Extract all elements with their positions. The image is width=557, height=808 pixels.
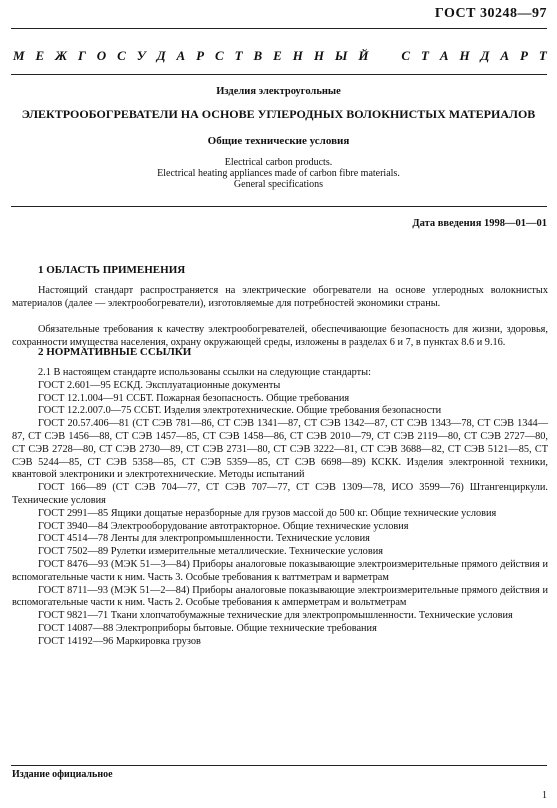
banner-letter: А	[500, 48, 510, 63]
title-rule	[11, 206, 547, 207]
document-code: ГОСТ 30248—97	[434, 6, 547, 21]
reference-item: ГОСТ 20.57.406—81 (СТ СЭВ 781—86, СТ СЭВ 1341—87, СТ СЭВ 1342—87, СТ СЭВ 1343—78, СТ СЭВ 1344—87, СТ СЭВ 1456—88, СТ СЭВ 1457—85, СТ СЭВ 1458—86, СТ СЭВ 2010—79, СТ СЭВ 2119—80, СТ СЭВ 2727—80, СТ СЭВ 2728—80, СТ СЭВ 2730—89, СТ СЭВ 2731—80, СТ СЭВ 3222—81, СТ СЭВ 3688—82, СТ СЭВ 5121—85, СТ СЭВ 5244—85, СТ СЭВ 5358—85, СТ СЭВ 5359—85, СТ СЭВ 6698—89) КСКК. Изделия электронной техники, квантовой электроники и электротехнические. Методы испытаний	[12, 418, 548, 481]
banner-letter: Н	[459, 48, 470, 63]
banner-letter: С	[117, 48, 126, 63]
banner-letter: У	[136, 48, 146, 63]
reference-item: 2.1 В настоящем стандарте использованы ссылки на следующие стандарты:	[38, 367, 371, 378]
english-title-line-3: General specifications	[233, 179, 324, 190]
section-2-heading: 2 НОРМАТИВНЫЕ ССЫЛКИ	[38, 346, 192, 358]
banner-letter: А	[439, 48, 449, 63]
page-number: 1	[542, 790, 547, 801]
banner-letter: Д	[480, 48, 490, 63]
reference-item: ГОСТ 14192—96 Маркировка грузов	[38, 635, 201, 647]
banner-letter: Т	[234, 48, 243, 63]
banner-letter: Ж	[55, 48, 68, 63]
banner-letter: Ы	[334, 48, 348, 63]
reference-item: ГОСТ 4514—78 Ленты для электропромышленности. Технические условия	[38, 533, 370, 545]
banner-letter: Н	[292, 48, 303, 63]
standard-banner	[13, 48, 547, 64]
product-kind: Изделия электроугольные	[216, 86, 341, 97]
banner-letter: В	[253, 48, 263, 63]
reference-item: ГОСТ 9821—71 Ткани хлопчатобумажные технические для электропромышленности. Технические условия	[38, 610, 513, 622]
banner-letter: Т	[538, 48, 547, 63]
effective-date: Дата введения 1998—01—01	[412, 218, 547, 229]
banner-letter: Е	[35, 48, 45, 63]
banner-letter: Р	[196, 48, 205, 63]
reference-item: ГОСТ 2991—85 Ящики дощатые неразборные для грузов массой до 500 кг. Общие технические условия	[38, 507, 497, 519]
reference-item: ГОСТ 3940—84 Электрооборудование автотракторное. Общие технические условия	[38, 520, 409, 532]
banner-letter: Д	[156, 48, 166, 63]
reference-item: ГОСТ 12.2.007.0—75 ССБТ. Изделия электротехнические. Общие требования безопасности	[38, 405, 442, 417]
reference-item: ГОСТ 7502—89 Рулетки измерительные металлические. Технические условия	[38, 546, 383, 558]
section-1-paragraph-2: Обязательные требования к качеству электрообогревателей, обеспечивающие безопасность для жизни, здоровья, сохранности имущества населения, охрану окружающей среды, изложены в разделах 6 и 7, в пунктах 8.6 и 9.16.	[12, 324, 548, 349]
banner-letter: Т	[420, 48, 429, 63]
banner-letter: Г	[77, 48, 86, 63]
reference-item: ГОСТ 166—89 (СТ СЭВ 704—77, СТ СЭВ 707—77, СТ СЭВ 1309—78, ИСО 3599—76) Штангенциркули. Технические условия	[12, 482, 548, 506]
english-title-line-1: Electrical carbon products.	[224, 157, 333, 168]
banner-letter: С	[401, 48, 411, 63]
reference-item: ГОСТ 12.1.004—91 ССБТ. Пожарная безопасность. Общие требования	[38, 392, 350, 404]
banner-letter: М	[13, 48, 25, 63]
reference-item: ГОСТ 8476—93 (МЭК 51—3—84) Приборы аналоговые показывающие электроизмерительные прямого действия и вспомогательные части к ним. Часть 3. Особые требования к ваттметрам и варметрам	[12, 558, 548, 583]
banner-letter: О	[96, 48, 107, 63]
banner-rule	[11, 74, 547, 75]
document-subtitle: Общие технические условия	[207, 135, 350, 147]
banner-letter: С	[215, 48, 224, 63]
banner-letter: Й	[358, 48, 369, 63]
banner-letter: Н	[313, 48, 324, 63]
references-list	[12, 367, 548, 649]
official-edition-label: Издание официальное	[12, 769, 113, 780]
section-1-heading: 1 ОБЛАСТЬ ПРИМЕНЕНИЯ	[38, 264, 186, 276]
banner-letter: Р	[519, 48, 528, 63]
top-rule	[11, 28, 547, 29]
section-1-paragraph-1: Настоящий стандарт распространяется на электрические обогреватели на основе углеродных волокнистых материалов (далее — электрообогреватели), изготовляемые для потребностей экономики страны.	[12, 285, 548, 310]
banner-letter: А	[176, 48, 186, 63]
banner-letter: Е	[273, 48, 282, 63]
reference-item: ГОСТ 14087—88 Электроприборы бытовые. Общие технические требования	[38, 622, 377, 634]
document-title: ЭЛЕКТРООБОГРЕВАТЕЛИ НА ОСНОВЕ УГЛЕРОДНЫХ ВОЛОКНИСТЫХ МАТЕРИАЛОВ	[21, 107, 536, 121]
english-title-line-2: Electrical heating appliances made of carbon fibre materials.	[157, 168, 400, 179]
reference-item: ГОСТ 2.601—95 ЕСКД. Эксплуатационные документы	[38, 379, 281, 391]
footer-rule	[11, 765, 547, 766]
reference-item: ГОСТ 8711—93 (МЭК 51—2—84) Приборы аналоговые показывающие электроизмерительные прямого действия и вспомогательные части к ним. Часть 2. Особые требования к амперметрам и вольтметрам	[12, 584, 548, 609]
